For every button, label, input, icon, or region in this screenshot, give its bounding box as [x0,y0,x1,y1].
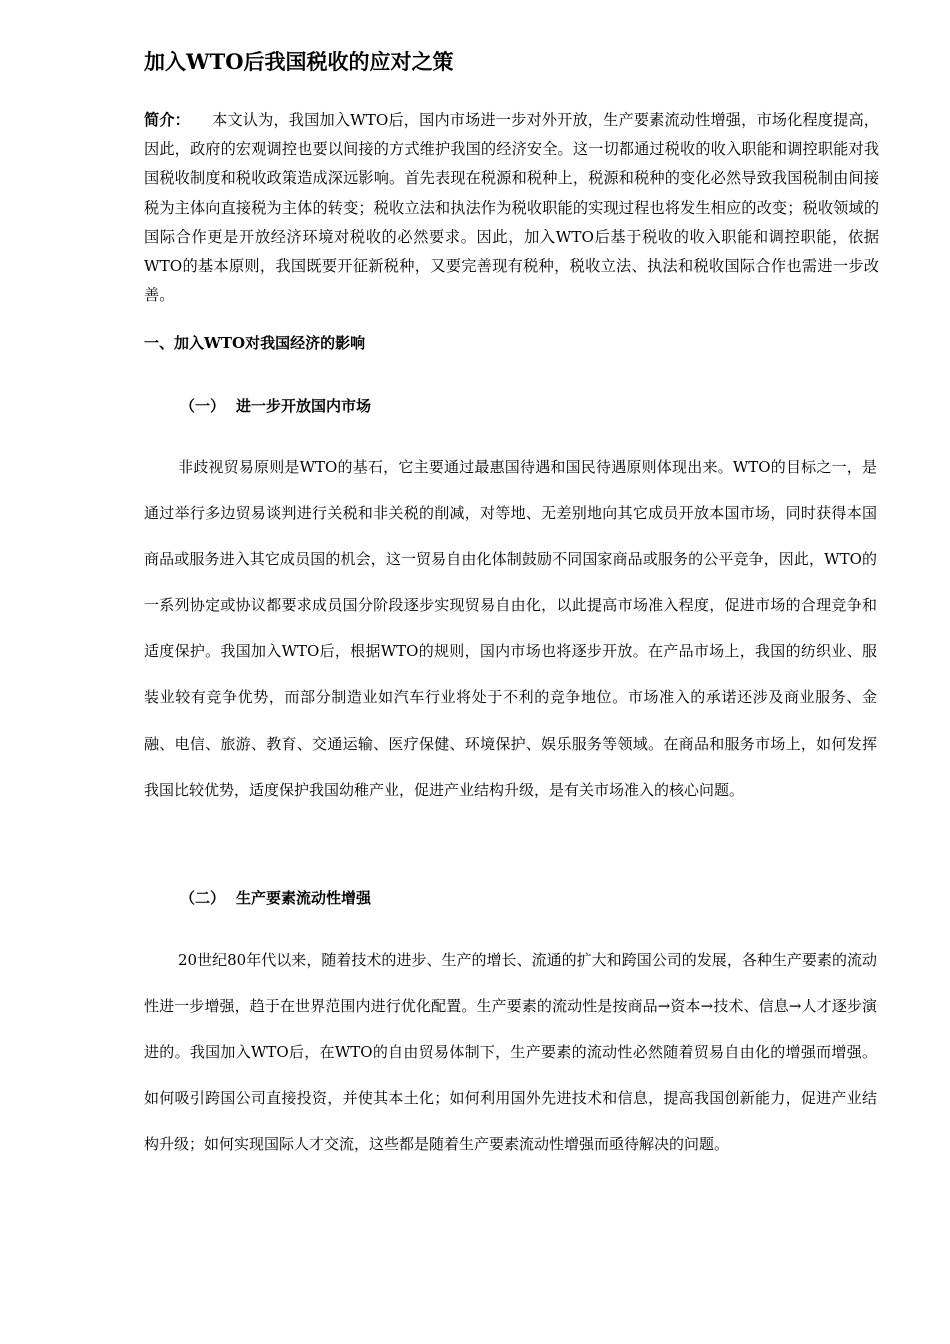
subsection-title: 进一步开放国内市场 [236,397,372,415]
abstract [144,106,879,310]
abstract-text: 本文认为，我国加入WTO后，国内市场进一步对外开放，生产要素流动性增强，市场化程度提高，因此，政府的宏观调控也要以间接的方式维护我国的经济安全。这一切都通过税收的收入职能和调控职能对我国税收制度和税收政策造成深远影响。首先表现在税源和税种上，税源和税种的变化必然导致我国税制由间接税为主体向直接税为主体的转变；税收立法和执法作为税收职能的实现过程也将发生相应的改变；税收领域的国际合作更是开放经济环境对税收的必然要求。因此，加入WTO后基于税收的收入职能和调控职能，依据WTO的基本原则，我国既要开征新税种，又要完善现有税种，税收立法、执法和税收国际合作也需进一步改善。 [144,111,879,305]
subsection-number: （二） [180,889,226,907]
subsection-title: 生产要素流动性增强 [236,889,372,907]
body-paragraph-2: 20世纪80年代以来，随着技术的进步、生产的增长、流通的扩大和跨国公司的发展，各种生产要素的流动性进一步增强，趋于在世界范围内进行优化配置。生产要素的流动性是按商品→资本→技术、信息→人才逐步演进的。我国加入WTO后，在WTO的自由贸易体制下，生产要素的流动性必然随着贸易自由化的增强而增强。如何吸引跨国公司直接投资，并使其本土化；如何利用国外先进技术和信息，提高我国创新能力，促进产业结构升级；如何实现国际人才交流，这些都是随着生产要素流动性增强而亟待解决的问题。 [144,951,877,1154]
subsection-heading-2 [180,886,371,910]
subsection-heading-1 [180,394,371,418]
body-paragraph-1: 非歧视贸易原则是WTO的基石，它主要通过最惠国待遇和国民待遇原则体现出来。WTO的目标之一，是通过举行多边贸易谈判进行关税和非关税的削减，对等地、无差别地向其它成员开放本国市场，同时获得本国商品或服务进入其它成员国的机会，这一贸易自由化体制鼓励不同国家商品或服务的公平竞争，因此，WTO的一系列协定或协议都要求成员国分阶段逐步实现贸易自由化，以此提高市场准入程度，促进市场的合理竞争和适度保护。我国加入WTO后，根据WTO的规则，国内市场也将逐步开放。在产品市场上，我国的纺织业、服装业较有竞争优势，而部分制造业如汽车行业将处于不利的竞争地位。市场准入的承诺还涉及商业服务、金融、电信、旅游、教育、交通运输、医疗保健、环境保护、娱乐服务等领域。在商品和服务市场上，如何发挥我国比较优势，适度保护我国幼稚产业，促进产业结构升级，是有关市场准入的核心问题。 [144,458,877,799]
subsection-number: （一） [180,397,226,415]
document-title: 加入WTO后我国税收的应对之策 [144,49,454,74]
abstract-label: 简介： [144,111,190,129]
section-heading: 一、加入WTO对我国经济的影响 [144,334,366,352]
